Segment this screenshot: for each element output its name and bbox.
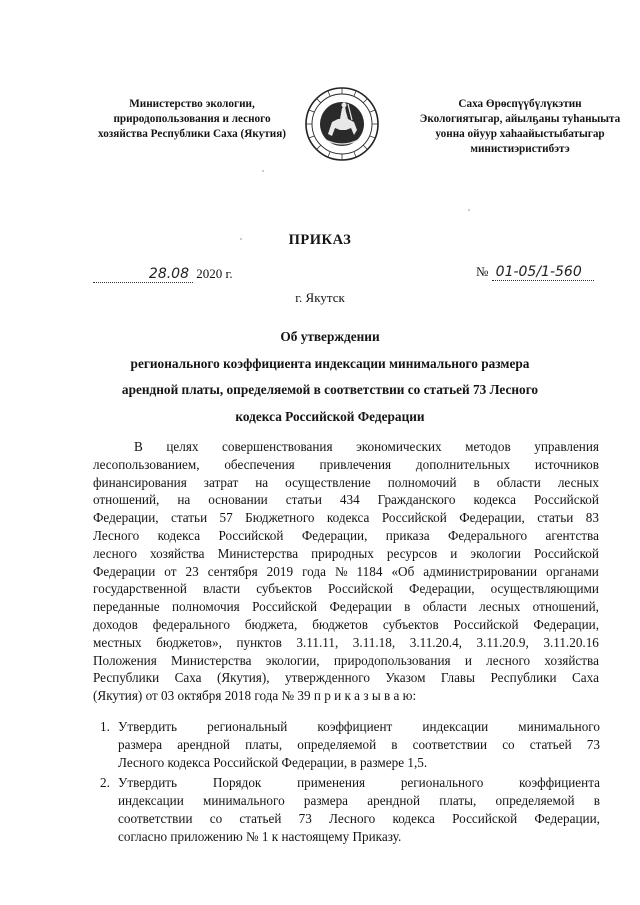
text-line: Положения Министерства экологии, природопользования и лесного хозяйства <box>93 652 599 668</box>
ministry-line: Саха Өрөспүүбүлүкэтин <box>458 98 582 110</box>
ministry-line: уонна ойуур хаһаайыстыбатыгар <box>435 128 605 140</box>
text-line: доходов федерального бюджета, бюджетов субъектов Российской Федерации, <box>93 616 599 632</box>
ministry-line: природопользования и лесного <box>113 113 271 125</box>
order-number <box>476 264 594 281</box>
number-field <box>492 264 594 281</box>
text-line: финансирования затрат на осуществление полномочий в области лесных <box>93 474 599 490</box>
text-line: Федерации от 23 сентября 2019 года № 1184 «Об администрировании органами <box>93 563 599 579</box>
text-line: местных бюджетов», пунктов 3.11.11, 3.11.18, 3.11.20.4, 3.11.20.9, 3.11.20.16 <box>93 634 599 650</box>
ministry-line: министиэристибэтэ <box>470 143 570 155</box>
item-number: 1. <box>100 719 110 734</box>
subject-line: арендной платы, определяемой в соответствии со статьей 73 Лесного <box>121 382 539 397</box>
handwritten-date: 28.08 <box>148 266 189 282</box>
ministry-name-sakha <box>412 97 628 157</box>
text-line: государственной власти субъектов Российской Федерации, осуществляющими <box>93 581 599 597</box>
subject-line: Об утверждении <box>280 329 380 344</box>
text-line: отношений, на основании статьи 434 Гражданского кодекса Российской <box>93 492 599 508</box>
text-line: Лесного кодекса Российской Федерации, в размере 1,5. <box>118 754 428 770</box>
order-item <box>100 774 600 845</box>
text-line: переданные полномочия Российской Федерации в области лесных отношений, <box>93 599 599 615</box>
city: г. Якутск <box>295 290 345 305</box>
order-items-list <box>100 718 600 849</box>
subject-line: кодекса Российской Федерации <box>235 408 425 424</box>
text-line: В целях совершенствования экономических методов управления <box>134 439 599 454</box>
date-year: 2020 г. <box>196 266 233 281</box>
ministry-name-russian <box>92 97 292 142</box>
text-line: лесного хозяйства Министерства природных ресурсов и экологии Российской <box>93 545 599 561</box>
subject-line: регионального коэффициента индексации минимального размера <box>130 355 530 371</box>
text-line: (Якутия) от 03 октября 2018 года № 39 п р и к а з ы в а ю: <box>93 688 417 704</box>
scan-speck <box>240 238 242 240</box>
scan-speck <box>468 209 470 211</box>
text-line: индексации минимального размера арендной платы, определяемой в <box>118 793 600 809</box>
text-line: лесопользованием, обеспечения привлечения дополнительных источников <box>93 456 599 472</box>
text-line: согласно приложению № 1 к настоящему Приказу. <box>118 828 402 844</box>
text-line: Лесного кодекса Российской Федерации, приказа Федерального агентства <box>93 527 599 543</box>
text-line: Федерации, статьи 57 Бюджетного кодекса Российской Федерации, статьи 83 <box>93 510 599 526</box>
ministry-line: Экологиятыгар, айылҕаны туһаныыта <box>419 113 621 125</box>
order-subject <box>60 324 600 430</box>
date-field <box>93 266 193 283</box>
text-line: Утвердить региональный коэффициент индексации минимального <box>118 719 600 734</box>
text-line: соответствии со статьей 73 Лесного кодекса Российской Федерации, <box>118 810 600 826</box>
document-title: ПРИКАЗ <box>288 232 352 248</box>
scan-speck <box>262 170 264 172</box>
order-date <box>93 266 233 283</box>
text-line: Утвердить Порядок применения регионального коэффициента <box>118 775 600 791</box>
text-line: размера арендной платы, определяемой в соответствии со статьей 73 <box>118 736 600 752</box>
order-item <box>100 718 600 771</box>
text-line: Республики Саха (Якутия), утвержденного Указом Главы Республики Саха <box>93 670 599 686</box>
preamble-paragraph <box>93 438 599 705</box>
handwritten-number: 01-05/1-560 <box>495 264 582 280</box>
item-number: 2. <box>100 775 110 791</box>
ministry-line: Министерство экологии, <box>129 98 255 110</box>
number-sign: № <box>476 264 489 279</box>
ministry-line: хозяйства Республики Саха (Якутия) <box>98 128 286 140</box>
coat-of-arms-emblem <box>304 86 380 162</box>
